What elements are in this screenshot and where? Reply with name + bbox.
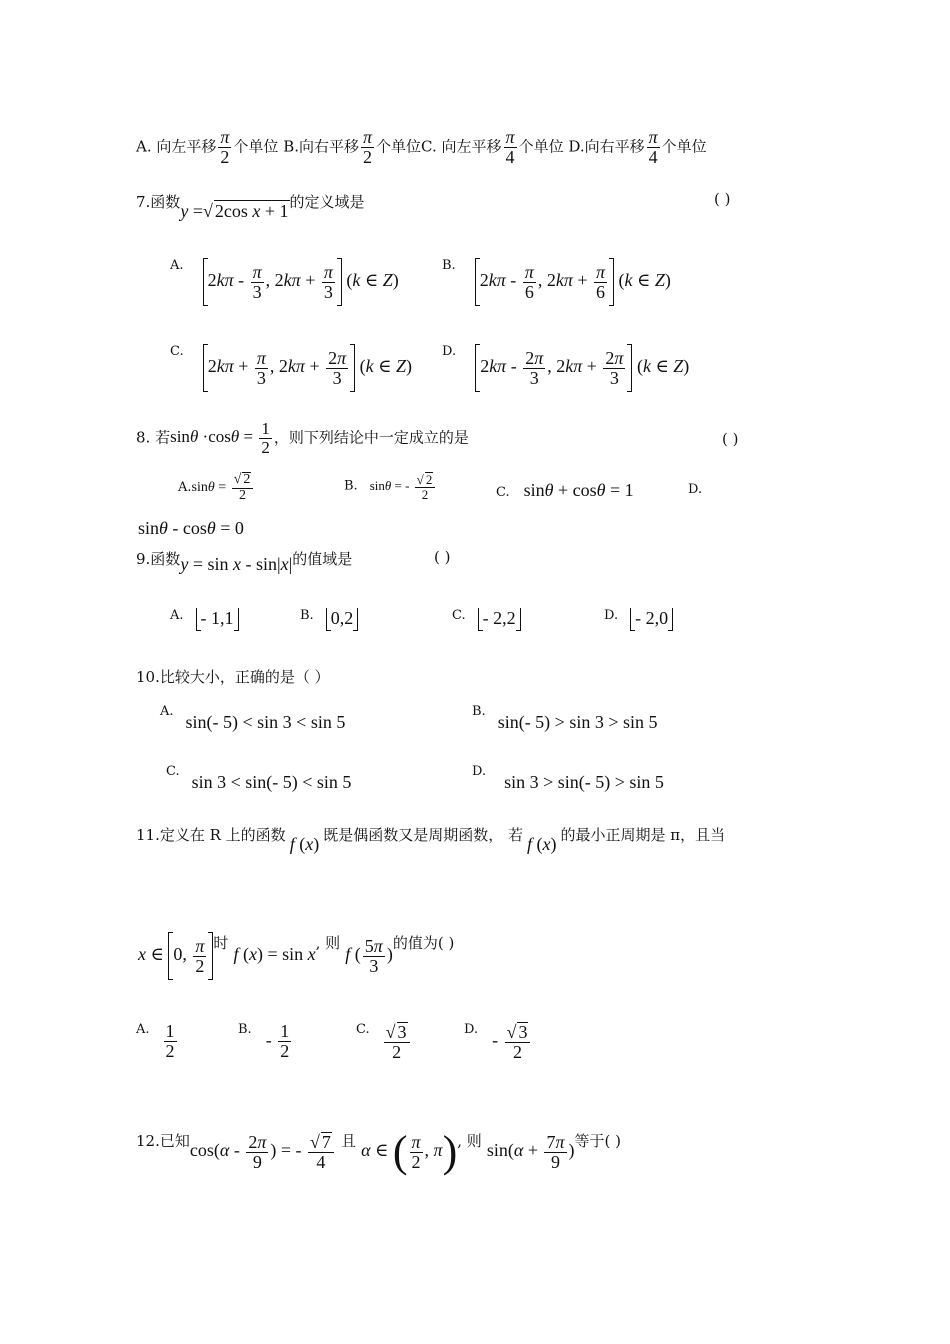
q7-option-a: $^{A.}$ 2kπ - $\frac{\pi}{3}$ , 2kπ + $\frac{\pi}{3}$ (k ∈ Z) [170, 258, 399, 306]
q11-stem: 11.定义在 R 上的函数 f (x) 既是偶函数又是周期函数， 若 f (x) 的最小正周期是 π，且当 [136, 826, 726, 854]
q9-paren: ( ) [434, 548, 451, 566]
q10-option-a: $^{A.}$sin(- 5) < sin 3 < sin 5 [160, 704, 346, 732]
q8-formula: sinθ ·cosθ = $\frac{1}{2}$ [170, 419, 270, 457]
q8-paren: ( ) [722, 430, 739, 448]
q10-option-b: $^{B.}$sin(- 5) > sin 3 > sin 5 [472, 704, 658, 732]
q11-condition: x ∈ 0, $\frac{\pi}{2}$ 时 f (x) = sin x, 则 f ( $\frac{5\pi}{3}$ )的值为( ) [138, 932, 454, 980]
q6-options: A. 向左平移 $\frac{\pi}{2}$ 个单位 B.向右平移 $\frac{\pi}{2}$ 个单位C. 向左平移 $\frac{\pi}{4}$ 个单位 D.向右平移 $\frac{\pi}{4}$ 个单位 [136, 127, 707, 167]
q6-option-a: A. 向左平移 [136, 137, 217, 156]
q10-option-c: $^{C.}$sin 3 < sin(- 5) < sin 5 [166, 764, 352, 792]
q8-option-d: sinθ - cosθ = 0 [138, 518, 244, 538]
q7-stem: 7.函数y =√ 2cos x + 1的定义域是 [136, 193, 365, 221]
q9-option-b: $^{B.}$ 0,2 [300, 608, 358, 631]
q10-option-d: $^{D.}$sin 3 > sin(- 5) > sin 5 [472, 764, 664, 792]
q9-option-c: $^{C.}$ - 2,2 [452, 608, 521, 631]
q9-formula: y = sin x - sin|x| [180, 554, 293, 574]
q11-option-c: $^{C.}$ $\frac{√ 3}{2}$ [356, 1022, 412, 1062]
q11-option-b: $^{B.}$- $\frac{1}{2}$ [238, 1021, 290, 1061]
q7-paren: ( ) [714, 190, 731, 208]
q7-formula: y =√ 2cos x + 1 [180, 201, 289, 221]
q7-option-c: $^{C.}$ 2kπ + $\frac{\pi}{3}$ , 2kπ + $\frac{2\pi}{3}$ (k ∈ Z) [170, 344, 412, 392]
q8-option-b: B. sinθ = - $\frac{√ 2}{2}$ [344, 472, 437, 501]
q6-option-b: B.向右平移 [283, 137, 359, 156]
q9-option-d: $^{D.}$ - 2,0 [604, 608, 673, 631]
q7-option-b: $^{B.}$ 2kπ - $\frac{\pi}{6}$ , 2kπ + $\frac{\pi}{6}$ (k ∈ Z) [442, 258, 671, 306]
q9-stem: 9.函数y = sin x - sin|x|的值域是 [136, 550, 353, 574]
q12-stem: 12.已知cos(α - $\frac{2\pi}{9}$ ) = - $\frac{√ 7}{4}$ 且 α ∈ ( $\frac{\pi}{2}$ , π), 则 sin(α + $\frac{7\pi}{9}$ )等于( ) [136, 1127, 621, 1176]
q10-stem: 10.比较大小，正确的是（ ） [136, 668, 330, 686]
q6-option-d: D.向右平移 [568, 137, 645, 156]
q8-stem: 8. 若sinθ ·cosθ = $\frac{1}{2}$ ，则下列结论中一定成立的是 [136, 419, 469, 457]
q7-option-d: $^{D.}$ 2kπ - $\frac{2\pi}{3}$ , 2kπ + $\frac{2\pi}{3}$ (k ∈ Z) [442, 344, 689, 392]
q8-option-c: C. sinθ + cosθ = 1 [496, 480, 634, 500]
q9-option-a: $^{A.}$ - 1,1 [170, 608, 239, 631]
fraction-pi-over-2: $\frac{\pi}{2}$ [220, 127, 230, 167]
q8-option-a: A.sinθ = $\frac{√ 2}{2}$ [178, 472, 255, 503]
q11-option-d: $^{D.}$- $\frac{√ 3}{2}$ [464, 1022, 532, 1062]
q11-option-a: $^{A.}$ $\frac{1}{2}$ [136, 1021, 175, 1061]
q8-option-d-label: D. [688, 482, 703, 497]
q6-option-c: C. 向左平移 [421, 137, 502, 156]
